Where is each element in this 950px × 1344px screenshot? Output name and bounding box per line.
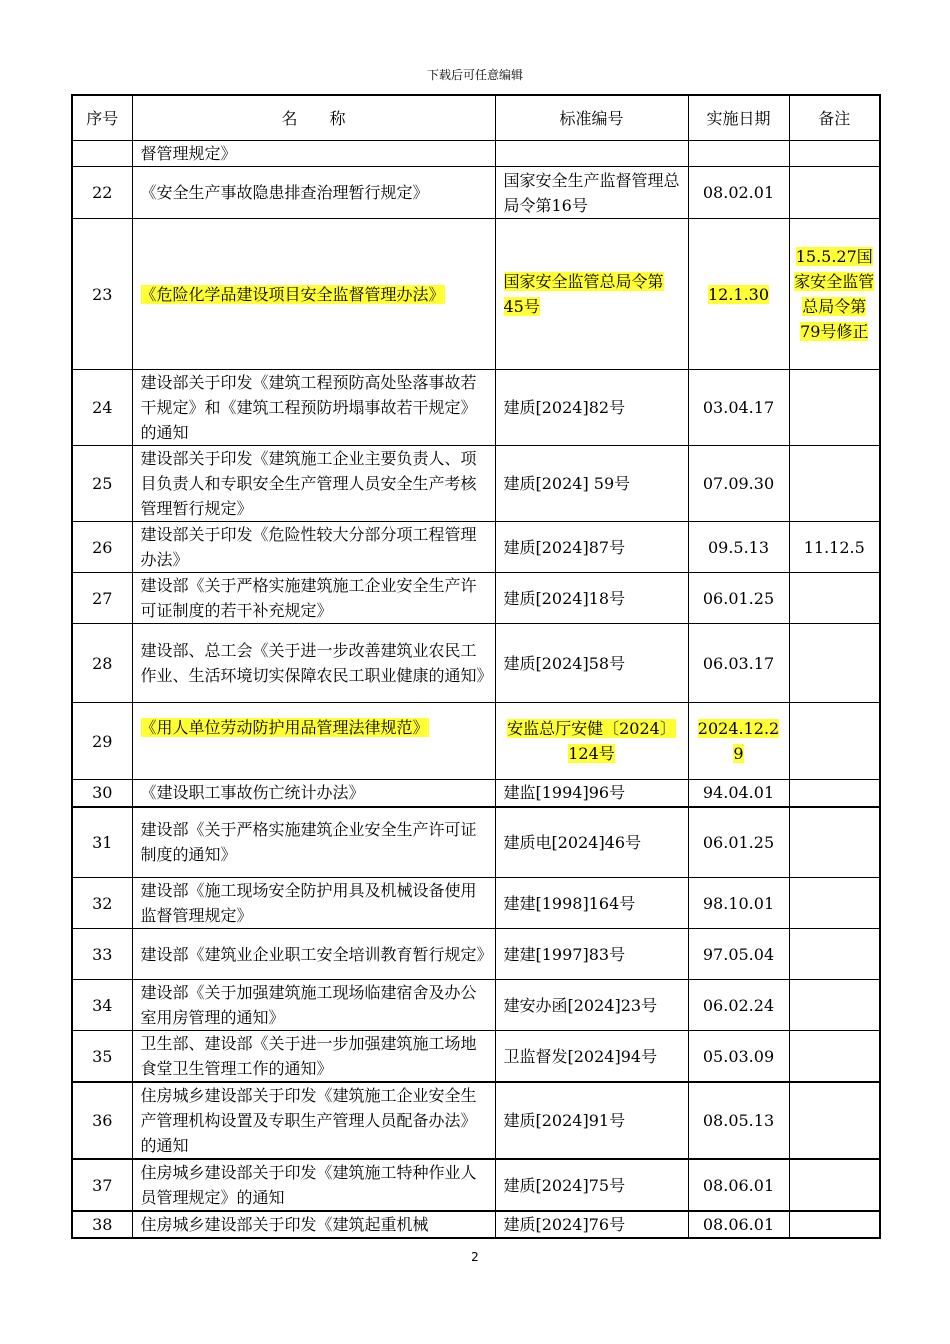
row-std: 建质[2024]82号 bbox=[495, 370, 688, 446]
row-date: 08.02.01 bbox=[688, 167, 789, 219]
row-date: 06.03.17 bbox=[688, 624, 789, 703]
row-no: 36 bbox=[72, 1082, 132, 1159]
row-no: 37 bbox=[72, 1159, 132, 1211]
table-row bbox=[72, 980, 880, 1031]
row-note bbox=[789, 878, 880, 929]
table-row bbox=[72, 446, 880, 522]
row-name: 卫生部、建设部《关于进一步加强建筑施工场地食堂卫生管理工作的通知》 bbox=[132, 1031, 495, 1083]
header-name: 名 称 bbox=[132, 95, 495, 141]
table-row bbox=[72, 929, 880, 980]
row-std: 安监总厅安健〔2024〕124号 bbox=[507, 719, 676, 763]
row-note: 11.12.5 bbox=[789, 522, 880, 573]
row-std: 建质[2024]18号 bbox=[495, 573, 688, 624]
row-note bbox=[789, 929, 880, 980]
row-name: 《危险化学品建设项目安全监督管理办法》 bbox=[140, 284, 445, 304]
row-date: 08.05.13 bbox=[688, 1082, 789, 1159]
row-note bbox=[789, 624, 880, 703]
row-std: 建监[1994]96号 bbox=[495, 780, 688, 807]
row-date: 06.01.25 bbox=[688, 807, 789, 878]
row-no: 22 bbox=[72, 167, 132, 219]
row-date: 06.02.24 bbox=[688, 980, 789, 1031]
row-note: 15.5.27国家安全监管总局令第79号修正 bbox=[794, 247, 875, 341]
row-std: 建质[2024]58号 bbox=[495, 624, 688, 703]
row-name: 《安全生产事故隐患排查治理暂行规定》 bbox=[132, 167, 495, 219]
row-name: 建设部关于印发《建筑工程预防高处坠落事故若干规定》和《建筑工程预防坍塌事故若干规定》的通知 bbox=[132, 370, 495, 446]
table-row bbox=[72, 1082, 880, 1159]
row-std: 建质[2024]87号 bbox=[495, 522, 688, 573]
table-row bbox=[72, 624, 880, 703]
row-name: 建设部《关于严格实施建筑施工企业安全生产许可证制度的若干补充规定》 bbox=[132, 573, 495, 624]
table-row bbox=[72, 1159, 880, 1211]
row-name: 建设部关于印发《建筑施工企业主要负责人、项目负责人和专职安全生产管理人员安全生产考核管理暂行规定》 bbox=[132, 446, 495, 522]
row-date: 06.01.25 bbox=[688, 573, 789, 624]
row-std: 国家安全监管总局令第45号 bbox=[503, 272, 664, 316]
table-row bbox=[72, 780, 880, 807]
row-name: 建设部《关于加强建筑施工现场临建宿舍及办公室用房管理的通知》 bbox=[132, 980, 495, 1031]
row-date: 12.1.30 bbox=[707, 284, 770, 304]
row-no: 33 bbox=[72, 929, 132, 980]
table-row bbox=[72, 370, 880, 446]
row-no: 31 bbox=[72, 807, 132, 878]
row-note bbox=[789, 1031, 880, 1083]
row-name: 《建设职工事故伤亡统计办法》 bbox=[132, 780, 495, 807]
row-name: 住房城乡建设部关于印发《建筑施工企业安全生产管理机构设置及专职生产管理人员配备办法》的通知 bbox=[132, 1082, 495, 1159]
header-date: 实施日期 bbox=[688, 95, 789, 141]
table-row-highlighted bbox=[72, 219, 880, 370]
table-row bbox=[72, 141, 880, 167]
row-name: 建设部关于印发《危险性较大分部分项工程管理办法》 bbox=[132, 522, 495, 573]
row-no: 35 bbox=[72, 1031, 132, 1083]
row-no: 26 bbox=[72, 522, 132, 573]
row-no: 38 bbox=[72, 1211, 132, 1238]
table-row bbox=[72, 167, 880, 219]
row-date: 05.03.09 bbox=[688, 1031, 789, 1083]
row-note bbox=[789, 446, 880, 522]
row-no: 29 bbox=[72, 703, 132, 780]
row-name: 建设部、总工会《关于进一步改善建筑业农民工作业、生活环境切实保障农民工职业健康的通知》 bbox=[132, 624, 495, 703]
row-note bbox=[789, 1082, 880, 1159]
table-row bbox=[72, 878, 880, 929]
row-no: 32 bbox=[72, 878, 132, 929]
row-date bbox=[688, 141, 789, 167]
row-name: 《用人单位劳动防护用品管理法律规范》 bbox=[140, 718, 429, 737]
row-std: 建安办函[2024]23号 bbox=[495, 980, 688, 1031]
row-std: 建质[2024]76号 bbox=[495, 1211, 688, 1238]
row-date: 09.5.13 bbox=[688, 522, 789, 573]
row-name: 建设部《关于严格实施建筑企业安全生产许可证制度的通知》 bbox=[132, 807, 495, 878]
row-note bbox=[789, 780, 880, 807]
row-std: 建建[1998]164号 bbox=[495, 878, 688, 929]
row-date: 94.04.01 bbox=[688, 780, 789, 807]
row-note bbox=[789, 807, 880, 878]
row-no: 28 bbox=[72, 624, 132, 703]
row-no: 27 bbox=[72, 573, 132, 624]
regulations-table bbox=[71, 94, 881, 1239]
row-note bbox=[789, 703, 880, 780]
table-row bbox=[72, 573, 880, 624]
row-note bbox=[789, 1159, 880, 1211]
row-std: 卫监督发[2024]94号 bbox=[495, 1031, 688, 1083]
header-std: 标准编号 bbox=[495, 95, 688, 141]
row-note bbox=[789, 167, 880, 219]
table-row bbox=[72, 522, 880, 573]
row-name: 建设部《建筑业企业职工安全培训教育暂行规定》 bbox=[132, 929, 495, 980]
row-note bbox=[789, 980, 880, 1031]
table-row bbox=[72, 1031, 880, 1083]
row-date: 97.05.04 bbox=[688, 929, 789, 980]
row-name: 督管理规定》 bbox=[132, 141, 495, 167]
table-row-highlighted bbox=[72, 703, 880, 780]
row-note bbox=[789, 573, 880, 624]
row-note bbox=[789, 1211, 880, 1238]
header-no: 序号 bbox=[72, 95, 132, 141]
table-row bbox=[72, 807, 880, 878]
row-date: 98.10.01 bbox=[688, 878, 789, 929]
row-std bbox=[495, 141, 688, 167]
row-no bbox=[72, 141, 132, 167]
row-note bbox=[789, 370, 880, 446]
row-date: 07.09.30 bbox=[688, 446, 789, 522]
row-std: 建质[2024]91号 bbox=[495, 1082, 688, 1159]
page-number: 2 bbox=[471, 1250, 479, 1264]
page-header-note: 下载后可任意编辑 bbox=[426, 68, 523, 82]
row-date: 08.06.01 bbox=[688, 1211, 789, 1238]
header-note: 备注 bbox=[789, 95, 880, 141]
row-std: 建质[2024] 59号 bbox=[495, 446, 688, 522]
row-name: 建设部《施工现场安全防护用具及机械设备使用监督管理规定》 bbox=[132, 878, 495, 929]
row-std: 建质[2024]75号 bbox=[495, 1159, 688, 1211]
row-std: 建质电[2024]46号 bbox=[495, 807, 688, 878]
row-name: 住房城乡建设部关于印发《建筑起重机械 bbox=[132, 1211, 495, 1238]
row-date: 2024.12.29 bbox=[697, 719, 780, 763]
row-date: 08.06.01 bbox=[688, 1159, 789, 1211]
row-std: 建建[1997]83号 bbox=[495, 929, 688, 980]
row-note bbox=[789, 141, 880, 167]
row-name: 住房城乡建设部关于印发《建筑施工特种作业人员管理规定》的通知 bbox=[132, 1159, 495, 1211]
row-std: 国家安全生产监督管理总局令第16号 bbox=[495, 167, 688, 219]
row-no: 23 bbox=[72, 219, 132, 370]
row-no: 24 bbox=[72, 370, 132, 446]
row-date: 03.04.17 bbox=[688, 370, 789, 446]
table-header-row bbox=[72, 95, 880, 141]
row-no: 34 bbox=[72, 980, 132, 1031]
row-no: 25 bbox=[72, 446, 132, 522]
row-no: 30 bbox=[72, 780, 132, 807]
table-row bbox=[72, 1211, 880, 1238]
